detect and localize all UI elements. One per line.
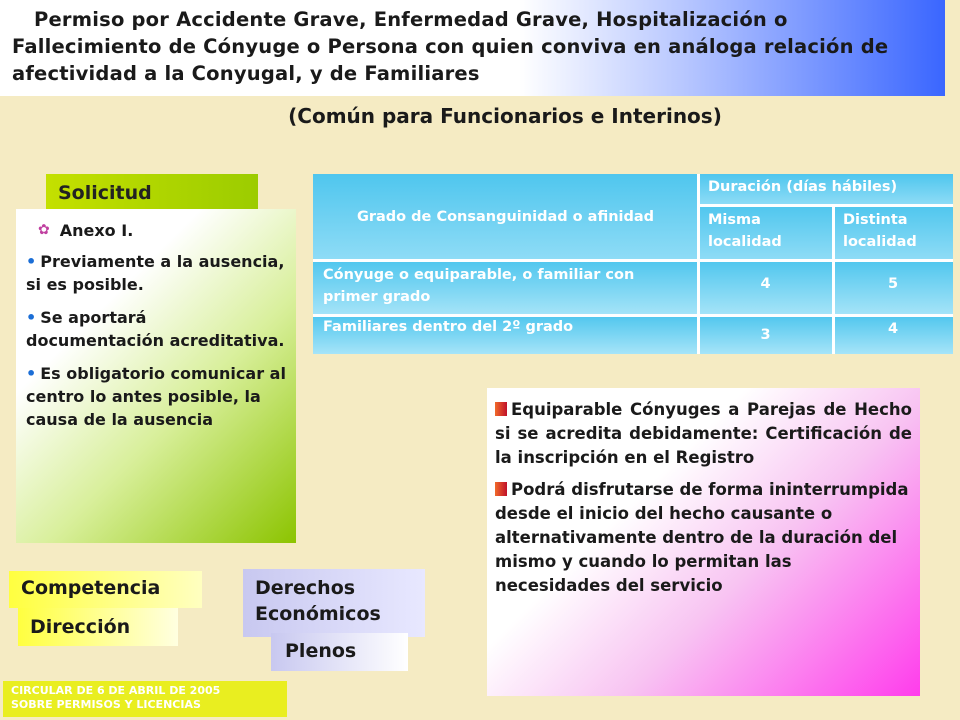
title-banner	[0, 0, 945, 96]
solicitud-tab: Solicitud	[46, 174, 258, 214]
table-cell-misma: 4	[698, 260, 833, 315]
page-title: Permiso por Accidente Grave, Enfermedad Grave, Hospitalización o Fallecimiento de Cónyuge o Persona con quien conviva en análoga relación de afectividad a la Conyugal, y de Familiares	[12, 8, 889, 85]
table-row-label: Familiares dentro del 2º grado	[313, 315, 698, 354]
table-divider	[313, 314, 953, 317]
header-misma-localidad: Misma localidad	[698, 205, 833, 260]
derechos-economicos-tag: Derechos Económicos	[243, 569, 425, 637]
header-distinta-localidad: Distinta localidad	[833, 205, 953, 260]
solicitud-panel	[16, 209, 296, 543]
annex-line	[26, 219, 286, 242]
table-divider	[832, 205, 835, 354]
table-row-label: Cónyuge o equiparable, o familiar con primer grado	[313, 260, 698, 315]
square-bullet-icon	[495, 482, 507, 496]
competencia-tag: Competencia	[9, 571, 202, 608]
table-cell-distinta: 5	[833, 260, 953, 315]
page-subtitle: (Común para Funcionarios e Interinos)	[288, 104, 722, 128]
square-bullet-icon	[495, 402, 507, 416]
solicitud-item: • Es obligatorio comunicar al centro lo antes posible, la causa de la ausencia	[26, 364, 286, 429]
circular-footer	[3, 681, 287, 717]
header-duracion: Duración (días hábiles)	[698, 174, 953, 205]
notes-panel	[487, 388, 920, 696]
table-cell-distinta: 4	[833, 315, 953, 354]
bullet-icon: •	[26, 308, 37, 327]
note-item: Equiparable Cónyuges a Parejas de Hecho si se acredita debidamente: Certificación de la inscripción en el Registro	[495, 400, 912, 467]
bullet-icon: •	[26, 252, 37, 271]
bullet-icon: •	[26, 364, 37, 383]
table-cell-misma: 3	[698, 315, 833, 354]
flower-bullet-icon: ✿	[38, 222, 50, 238]
annex-label: Anexo I.	[59, 221, 134, 240]
duration-table	[313, 174, 953, 354]
solicitud-item: • Previamente a la ausencia, si es posible.	[26, 252, 285, 294]
table-divider	[697, 174, 700, 354]
table-divider	[698, 204, 953, 207]
plenos-tag: Plenos	[271, 633, 408, 671]
note-item: Podrá disfrutarse de forma ininterrumpida desde el inicio del hecho causante o alternativamente dentro de la duración del mismo y cuando lo permitan las necesidades del servicio	[495, 480, 909, 595]
table-divider	[313, 259, 953, 262]
solicitud-item: • Se aportará documentación acreditativa.	[26, 308, 285, 350]
circular-line: SOBRE PERMISOS Y LICENCIAS	[11, 698, 201, 711]
circular-line: CIRCULAR DE 6 DE ABRIL DE 2005	[11, 684, 221, 697]
header-grado: Grado de Consanguinidad o afinidad	[313, 174, 698, 260]
direccion-tag: Dirección	[18, 608, 178, 646]
